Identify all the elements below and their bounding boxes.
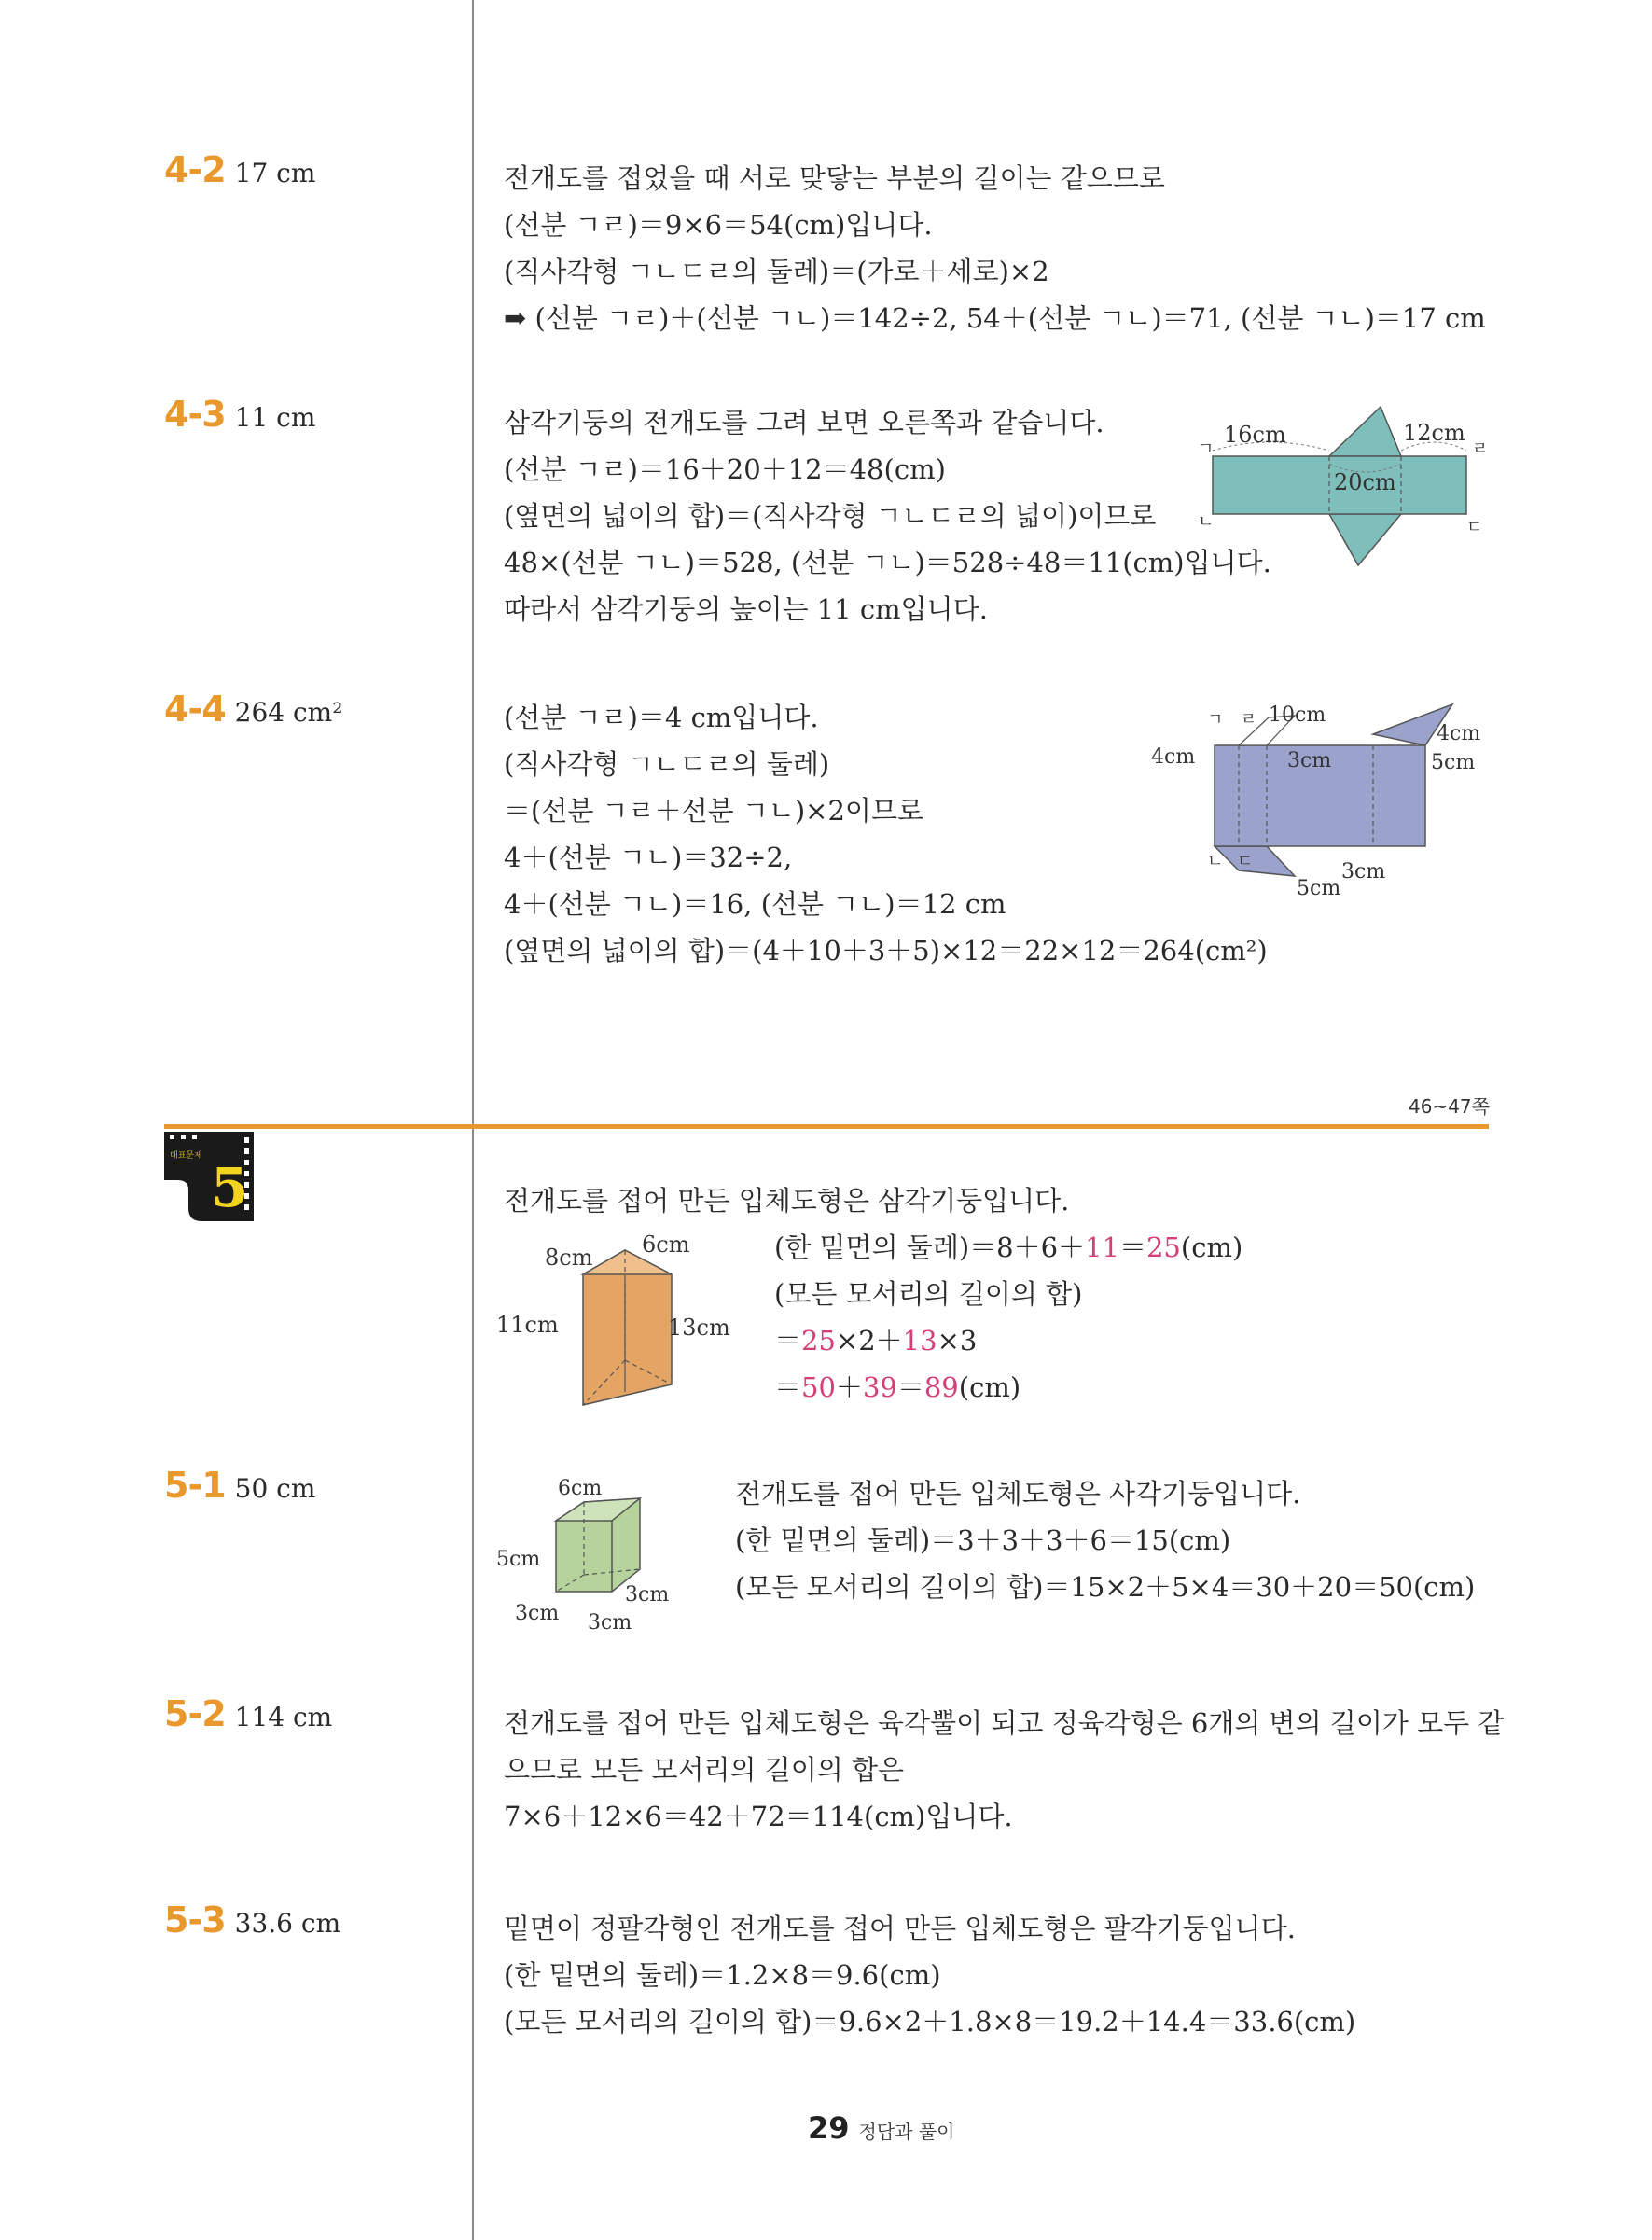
solution-line: (직사각형 ㄱㄴㄷㄹ의 둘레)＝(가로＋세로)×2 (504, 256, 1049, 287)
solution-line: ＝50＋39＝89(cm) (774, 1371, 1021, 1403)
solution-line: 으므로 모든 모서리의 길이의 합은 (504, 1754, 905, 1786)
badge-number: 5 (211, 1156, 249, 1219)
solution-line: 전개도를 접었을 때 서로 맞닿는 부분의 길이는 같으므로 (504, 162, 1165, 194)
label-4-4 (164, 689, 342, 730)
solution-line: (한 밑면의 둘레)＝3＋3＋3＋6＝15(cm) (735, 1524, 1231, 1556)
vertex-label: ㄴ (1198, 512, 1215, 532)
footer-title: 정답과 풀이 (858, 2121, 955, 2143)
solution-line: 삼각기둥의 전개도를 그려 보면 오른쪽과 같습니다. (504, 407, 1104, 438)
length-label: 3cm (1341, 860, 1386, 883)
vertex-label: ㄱ (1207, 710, 1224, 730)
label-4-3 (164, 394, 315, 435)
vertex-label: ㄷ (1237, 852, 1254, 871)
problem-number: 4-2 (164, 149, 226, 190)
length-label: 10cm (1269, 703, 1326, 727)
length-label: 3cm (515, 1602, 560, 1625)
length-label: 13cm (668, 1315, 730, 1341)
problem-answer: 17 cm (234, 158, 316, 188)
length-label: 6cm (642, 1231, 690, 1258)
solution-4-2 (504, 155, 1486, 341)
length-label: 11cm (496, 1312, 559, 1338)
length-label: 20cm (1334, 469, 1396, 495)
solution-line: (옆면의 넓이의 합)＝(직사각형 ㄱㄴㄷㄹ의 넓이)이므로 (504, 500, 1157, 532)
solution-line: 7×6＋12×6＝42＋72＝114(cm)입니다. (504, 1801, 1013, 1832)
column-divider (472, 0, 474, 2240)
solution-line: 전개도를 접어 만든 입체도형은 사각기둥입니다. (735, 1478, 1301, 1510)
solution-5-1 (735, 1470, 1475, 1610)
label-5-3 (164, 1899, 340, 1941)
quad-prism-net-figure (1147, 695, 1502, 910)
solution-line: 4＋(선분 ㄱㄴ)＝16, (선분 ㄱㄴ)＝12 cm (504, 888, 1006, 920)
problem-number: 5-1 (164, 1465, 226, 1506)
solution-line: (선분 ㄱㄹ)＝9×6＝54(cm)입니다. (504, 209, 933, 241)
length-label: 8cm (545, 1245, 593, 1271)
length-label: 5cm (1297, 877, 1341, 900)
length-label: 4cm (1437, 722, 1481, 745)
solution-line: (옆면의 넓이의 합)＝(4＋10＋3＋5)×12＝22×12＝264(cm²) (504, 935, 1268, 967)
problem-answer: 11 cm (234, 402, 316, 433)
badge-label: 대표문제 (170, 1151, 202, 1161)
representative-problem-badge (164, 1132, 254, 1221)
length-label: 16cm (1224, 422, 1286, 448)
label-4-2 (164, 149, 315, 190)
solution-4-3 (504, 399, 1271, 633)
solution-line: ＝25×2＋13×3 (774, 1325, 978, 1357)
length-label: 3cm (625, 1583, 670, 1607)
length-label: 5cm (496, 1548, 541, 1571)
length-label: 3cm (588, 1611, 632, 1635)
solution-5-2 (504, 1700, 1504, 1840)
solution-line: (한 밑면의 둘레)＝1.2×8＝9.6(cm) (504, 1959, 941, 1991)
page-footer (808, 2110, 955, 2146)
vertex-label: ㄷ (1466, 518, 1483, 537)
triangular-prism-figure (494, 1228, 737, 1414)
length-label: 4cm (1151, 745, 1196, 769)
length-label: 12cm (1403, 420, 1465, 446)
vertex-label: ㄱ (1198, 439, 1215, 459)
vertex-label: ㄴ (1207, 852, 1224, 871)
problem-answer: 264 cm² (234, 697, 343, 728)
solution-5-intro: 전개도를 접어 만든 입체도형은 삼각기둥입니다. (504, 1185, 1070, 1217)
solution-line: 전개도를 접어 만든 입체도형은 육각뿔이 되고 정육각형은 6개의 변의 길이가 모두 같 (504, 1707, 1505, 1739)
solution-line: (모든 모서리의 길이의 합)＝9.6×2＋1.8×8＝19.2＋14.4＝33.6(cm) (504, 2006, 1356, 2038)
section-divider (164, 1124, 1489, 1129)
solution-line: ＝(선분 ㄱㄹ＋선분 ㄱㄴ)×2이므로 (504, 795, 923, 827)
length-label: 5cm (1431, 751, 1476, 774)
vertex-label: ㄹ (1472, 439, 1489, 459)
length-label: 3cm (1287, 749, 1332, 772)
problem-answer: 33.6 cm (234, 1908, 341, 1939)
label-5-2 (164, 1693, 332, 1734)
solution-line: ➡ (선분 ㄱㄹ)＋(선분 ㄱㄴ)＝142÷2, 54＋(선분 ㄱㄴ)＝71, (선분 ㄱㄴ)＝17 cm (504, 302, 1486, 334)
problem-number: 5-2 (164, 1693, 226, 1734)
quad-prism-figure (494, 1472, 709, 1640)
solution-line: (모든 모서리의 길이의 합)＝15×2＋5×4＝30＋20＝50(cm) (735, 1571, 1476, 1603)
solution-5-3 (504, 1905, 1355, 2045)
solution-line: 48×(선분 ㄱㄴ)＝528, (선분 ㄱㄴ)＝528÷48＝11(cm)입니다. (504, 547, 1271, 578)
solution-line: 4＋(선분 ㄱㄴ)＝32÷2, (504, 842, 793, 873)
label-5-1 (164, 1465, 315, 1506)
problem-number: 4-3 (164, 394, 226, 435)
problem-answer: 50 cm (234, 1473, 316, 1504)
solution-line: (한 밑면의 둘레)＝8＋6＋11＝25(cm) (774, 1231, 1243, 1263)
solution-line: (모든 모서리의 길이의 합) (774, 1278, 1083, 1310)
problem-number: 5-3 (164, 1899, 226, 1941)
length-label: 6cm (558, 1477, 603, 1500)
problem-answer: 114 cm (234, 1702, 333, 1732)
solution-line: (직사각형 ㄱㄴㄷㄹ의 둘레) (504, 748, 830, 780)
solution-line: (선분 ㄱㄹ)＝4 cm입니다. (504, 702, 819, 733)
solution-line: 따라서 삼각기둥의 높이는 11 cm입니다. (504, 593, 988, 625)
problem-number: 4-4 (164, 689, 226, 730)
triangular-prism-net-figure (1185, 397, 1492, 574)
page-number: 29 (808, 2110, 850, 2146)
solution-line: (선분 ㄱㄹ)＝16＋20＋12＝48(cm) (504, 453, 946, 485)
page-reference: 46~47쪽 (1409, 1095, 1490, 1118)
solution-line: 밑면이 정팔각형인 전개도를 접어 만든 입체도형은 팔각기둥입니다. (504, 1913, 1296, 1944)
solution-5-work (774, 1224, 1242, 1411)
vertex-label: ㄹ (1241, 710, 1257, 730)
